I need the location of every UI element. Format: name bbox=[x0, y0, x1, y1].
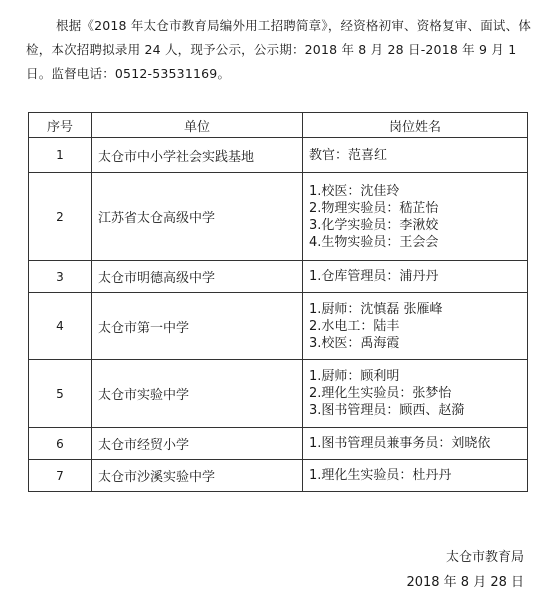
row-number: 2 bbox=[29, 173, 92, 261]
row-positions bbox=[303, 460, 528, 492]
table-header-row bbox=[29, 113, 528, 138]
position-entry: 3.校医：禹海霞 bbox=[309, 335, 400, 351]
row-unit: 太仓市经贸小学 bbox=[92, 428, 303, 460]
position-entry: 1.厨师：沈慎磊 张雁峰 bbox=[309, 301, 443, 317]
position-entry: 2.水电工：陆丰 bbox=[309, 318, 400, 334]
row-positions bbox=[303, 138, 528, 173]
position-entry: 3.化学实验员：李湫姣 bbox=[309, 217, 439, 233]
row-positions bbox=[303, 293, 528, 360]
header-number: 序号 bbox=[29, 113, 92, 138]
row-unit: 太仓市沙溪实验中学 bbox=[92, 460, 303, 492]
table-row bbox=[29, 173, 528, 261]
row-number: 4 bbox=[29, 293, 92, 360]
row-unit: 江苏省太仓高级中学 bbox=[92, 173, 303, 261]
position-entry: 1.理化生实验员：杜丹丹 bbox=[309, 468, 452, 483]
position-entry: 1.校医：沈佳玲 bbox=[309, 183, 400, 199]
position-entry: 2.理化生实验员：张梦怡 bbox=[309, 386, 452, 401]
row-unit: 太仓市实验中学 bbox=[92, 360, 303, 428]
row-number: 5 bbox=[29, 360, 92, 428]
position-entry: 4.生物实验员：王会会 bbox=[309, 234, 439, 250]
row-unit: 太仓市第一中学 bbox=[92, 293, 303, 360]
table-row bbox=[29, 261, 528, 293]
table-row bbox=[29, 293, 528, 360]
row-number: 6 bbox=[29, 428, 92, 460]
position-entry: 3.图书管理员：顾西、赵漪 bbox=[309, 403, 465, 418]
row-positions bbox=[303, 261, 528, 293]
row-unit: 太仓市中小学社会实践基地 bbox=[92, 138, 303, 173]
announcement-intro: 根据《2018 年太仓市教育局编外用工招聘简章》，经资格初审、资格复审、面试、体检，本次招聘拟录用 24 人，现予公示，公示期：2018 年 8 月 28 日-2018 年 9 月 1 日。监督电话：0512-53531169。 bbox=[26, 18, 532, 81]
row-number: 7 bbox=[29, 460, 92, 492]
row-number: 1 bbox=[29, 138, 92, 173]
signature-date: 2018 年 8 月 28 日 bbox=[406, 575, 524, 590]
row-positions bbox=[303, 173, 528, 261]
row-positions bbox=[303, 360, 528, 428]
position-entry: 1.厨师：顾利明 bbox=[309, 369, 400, 384]
row-positions bbox=[303, 428, 528, 460]
header-position-name: 岗位姓名 bbox=[303, 113, 528, 138]
row-unit: 太仓市明德高级中学 bbox=[92, 261, 303, 293]
hire-roster-table bbox=[28, 112, 528, 492]
table-row bbox=[29, 138, 528, 173]
position-entry: 教官：范喜红 bbox=[309, 147, 388, 163]
position-entry: 2.物理实验员：嵇芷怡 bbox=[309, 200, 439, 216]
table-row bbox=[29, 360, 528, 428]
table-row bbox=[29, 428, 528, 460]
header-unit: 单位 bbox=[92, 113, 303, 138]
position-entry: 1.图书管理员兼事务员：刘晓依 bbox=[309, 436, 491, 451]
position-entry: 1.仓库管理员：浦丹丹 bbox=[309, 269, 439, 284]
table-row bbox=[29, 460, 528, 492]
signature-organization: 太仓市教育局 bbox=[445, 550, 524, 565]
row-number: 3 bbox=[29, 261, 92, 293]
